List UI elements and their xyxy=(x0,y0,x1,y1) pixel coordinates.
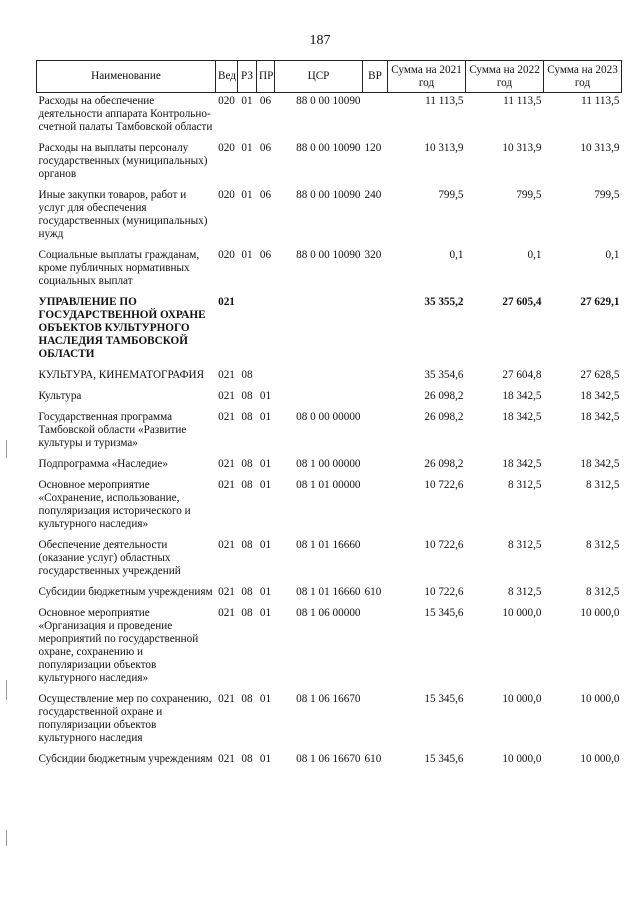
row-vr xyxy=(363,409,388,456)
row-csr: 08 1 01 16660 xyxy=(296,539,361,551)
row-vr: 120 xyxy=(364,142,382,154)
table-row xyxy=(37,247,622,294)
row-sum-2021: 35 355,2 xyxy=(424,296,464,308)
row-sum-2021: 35 354,6 xyxy=(424,369,464,381)
row-vr xyxy=(363,456,388,477)
row-pr: 01 xyxy=(259,753,272,765)
row-csr: 08 1 06 16670 xyxy=(296,753,361,765)
row-csr: 88 0 00 10090 xyxy=(296,189,361,201)
row-ved: 021 xyxy=(218,479,235,491)
row-sum-2022: 18 342,5 xyxy=(502,458,542,470)
table-row xyxy=(37,584,622,605)
row-sum-2023: 27 629,1 xyxy=(580,296,620,308)
row-csr: 88 0 00 10090 xyxy=(296,249,361,261)
row-sum-2022: 10 000,0 xyxy=(502,753,542,765)
row-sum-2023: 799,5 xyxy=(594,189,620,201)
row-sum-2023: 10 000,0 xyxy=(580,607,620,619)
row-rz: 08 xyxy=(241,693,253,705)
row-name: Культура xyxy=(38,390,82,402)
row-ved: 020 xyxy=(218,189,235,201)
row-ved: 021 xyxy=(218,539,235,551)
row-sum-2022: 11 113,5 xyxy=(503,95,542,107)
row-sum-2023: 10 000,0 xyxy=(580,693,620,705)
row-ved: 020 xyxy=(218,249,235,261)
row-ved: 021 xyxy=(218,369,235,381)
row-pr: 01 xyxy=(259,458,272,470)
table-row xyxy=(37,751,622,772)
row-sum-2022: 10 000,0 xyxy=(502,607,542,619)
row-csr: 08 1 06 00000 xyxy=(296,607,361,619)
row-sum-2021: 10 722,6 xyxy=(424,479,464,491)
row-name: Подпрограмма «Наследие» xyxy=(38,458,168,470)
row-vr xyxy=(363,537,388,584)
header-sum-2023: Сумма на 2023 год xyxy=(544,61,622,93)
table-row xyxy=(37,605,622,691)
table-row xyxy=(37,691,622,751)
table-row xyxy=(37,93,622,141)
row-vr xyxy=(363,477,388,537)
header-vr: ВР xyxy=(363,61,388,93)
row-sum-2023: 18 342,5 xyxy=(580,411,620,423)
table-row xyxy=(37,409,622,456)
row-name: Расходы на обеспечение деятельности аппарата Контрольно-счетной палаты Тамбовской области xyxy=(38,95,213,133)
row-sum-2021: 10 722,6 xyxy=(424,586,464,598)
row-sum-2021: 26 098,2 xyxy=(424,411,464,423)
row-rz: 08 xyxy=(241,539,253,551)
header-rz: РЗ xyxy=(238,61,257,93)
row-vr xyxy=(363,367,388,388)
row-pr: 06 xyxy=(259,249,272,261)
row-csr: 08 1 00 00000 xyxy=(296,458,361,470)
row-rz: 08 xyxy=(241,586,253,598)
row-csr: 08 1 06 16670 xyxy=(296,693,361,705)
row-sum-2022: 8 312,5 xyxy=(507,539,542,551)
row-sum-2021: 10 313,9 xyxy=(424,142,464,154)
row-pr: 06 xyxy=(259,95,272,107)
header-sum-2022: Сумма на 2022 год xyxy=(466,61,544,93)
row-pr: 01 xyxy=(259,539,272,551)
row-csr: 08 1 01 00000 xyxy=(296,479,361,491)
row-rz: 08 xyxy=(241,479,253,491)
row-sum-2022: 8 312,5 xyxy=(507,479,542,491)
row-rz: 01 xyxy=(241,142,253,154)
row-sum-2021: 10 722,6 xyxy=(424,539,464,551)
row-name: Субсидии бюджетным учреждениям xyxy=(38,753,213,765)
row-rz: 08 xyxy=(241,390,253,402)
row-sum-2022: 0,1 xyxy=(527,249,542,261)
table-row xyxy=(37,537,622,584)
row-pr: 01 xyxy=(259,607,272,619)
table-row xyxy=(37,140,622,187)
table-row xyxy=(37,367,622,388)
row-csr xyxy=(275,388,363,409)
row-csr: 08 0 00 00000 xyxy=(296,411,361,423)
header-ved: Вед xyxy=(216,61,238,93)
header-pr: ПР xyxy=(257,61,275,93)
row-rz: 08 xyxy=(241,458,253,470)
row-pr: 06 xyxy=(259,189,272,201)
row-sum-2023: 0,1 xyxy=(605,249,620,261)
row-pr: 01 xyxy=(259,586,272,598)
row-rz: 01 xyxy=(241,95,253,107)
scan-margin-mark xyxy=(6,440,7,458)
table-row xyxy=(37,477,622,537)
row-sum-2022: 27 604,8 xyxy=(502,369,542,381)
row-ved: 021 xyxy=(218,607,235,619)
row-pr: 06 xyxy=(259,142,272,154)
row-sum-2022: 27 605,4 xyxy=(502,296,542,308)
row-name: Субсидии бюджетным учреждениям xyxy=(38,586,213,598)
row-csr: 88 0 00 10090 xyxy=(296,142,361,154)
row-vr xyxy=(363,294,388,367)
row-ved: 020 xyxy=(218,142,235,154)
row-name: Расходы на выплаты персоналу государственных (муниципальных) органов xyxy=(38,142,208,180)
row-vr xyxy=(363,388,388,409)
row-rz: 08 xyxy=(241,411,253,423)
row-name: Осуществление мер по сохранению, государственной охране и популяризации объектов культурного наследия xyxy=(38,693,212,744)
row-csr xyxy=(275,367,363,388)
row-vr xyxy=(363,691,388,751)
row-sum-2021: 15 345,6 xyxy=(424,607,464,619)
row-ved: 021 xyxy=(218,296,235,308)
row-name: УПРАВЛЕНИЕ ПО ГОСУДАРСТВЕННОЙ ОХРАНЕ ОБЪЕКТОВ КУЛЬТУРНОГО НАСЛЕДИЯ ТАМБОВСКОЙ ОБЛАСТИ xyxy=(38,296,206,360)
table-row xyxy=(37,388,622,409)
row-sum-2023: 8 312,5 xyxy=(585,479,620,491)
row-vr: 610 xyxy=(364,753,382,765)
scan-margin-mark xyxy=(6,680,7,700)
row-csr xyxy=(275,294,363,367)
row-sum-2023: 10 000,0 xyxy=(580,753,620,765)
row-csr: 08 1 01 16660 xyxy=(296,586,361,598)
row-sum-2021: 26 098,2 xyxy=(424,390,464,402)
row-sum-2023: 11 113,5 xyxy=(581,95,620,107)
row-vr xyxy=(363,93,388,141)
row-name: Иные закупки товаров, работ и услуг для обеспечения государственных (муниципальных) нужд xyxy=(38,189,208,240)
header-sum-2021: Сумма на 2021 год xyxy=(388,61,466,93)
row-sum-2021: 15 345,6 xyxy=(424,693,464,705)
row-name: Основное мероприятие «Организация и проведение мероприятий по государственной охране, сохранению и популяризации объектов культурного наследия» xyxy=(38,607,199,684)
row-ved: 021 xyxy=(218,458,235,470)
row-ved: 021 xyxy=(218,586,235,598)
row-vr xyxy=(363,605,388,691)
budget-table xyxy=(36,60,622,772)
row-rz: 08 xyxy=(241,607,253,619)
row-name: Основное мероприятие «Сохранение, использование, популяризация исторического и культурного наследия» xyxy=(38,479,191,530)
table-row xyxy=(37,187,622,247)
row-sum-2021: 26 098,2 xyxy=(424,458,464,470)
row-ved: 021 xyxy=(218,693,235,705)
row-sum-2023: 18 342,5 xyxy=(580,390,620,402)
row-sum-2023: 8 312,5 xyxy=(585,539,620,551)
row-vr: 610 xyxy=(364,586,382,598)
row-ved: 021 xyxy=(218,390,235,402)
table-row xyxy=(37,294,622,367)
row-sum-2022: 18 342,5 xyxy=(502,390,542,402)
row-pr xyxy=(257,367,275,388)
row-sum-2021: 0,1 xyxy=(449,249,464,261)
row-sum-2022: 10 000,0 xyxy=(502,693,542,705)
row-vr: 320 xyxy=(364,249,382,261)
row-ved: 020 xyxy=(218,95,235,107)
row-name: Государственная программа Тамбовской области «Развитие культуры и туризма» xyxy=(38,411,187,449)
row-rz xyxy=(238,294,257,367)
row-sum-2022: 799,5 xyxy=(516,189,542,201)
row-sum-2023: 18 342,5 xyxy=(580,458,620,470)
row-sum-2023: 10 313,9 xyxy=(580,142,620,154)
header-name: Наименование xyxy=(37,61,216,93)
row-sum-2021: 799,5 xyxy=(438,189,464,201)
row-sum-2021: 11 113,5 xyxy=(425,95,464,107)
row-sum-2021: 15 345,6 xyxy=(424,753,464,765)
row-rz: 08 xyxy=(241,753,253,765)
row-sum-2022: 10 313,9 xyxy=(502,142,542,154)
row-pr: 01 xyxy=(259,693,272,705)
row-rz: 01 xyxy=(241,189,253,201)
row-sum-2022: 8 312,5 xyxy=(507,586,542,598)
row-rz: 08 xyxy=(241,369,253,381)
page-number: 187 xyxy=(309,33,331,48)
row-sum-2023: 8 312,5 xyxy=(585,586,620,598)
header-csr: ЦСР xyxy=(275,61,363,93)
row-vr: 240 xyxy=(364,189,382,201)
table-row xyxy=(37,456,622,477)
row-sum-2023: 27 628,5 xyxy=(580,369,620,381)
row-name: КУЛЬТУРА, КИНЕМАТОГРАФИЯ xyxy=(38,369,205,381)
row-csr: 88 0 00 10090 xyxy=(296,95,361,107)
row-pr: 01 xyxy=(259,411,272,423)
row-name: Социальные выплаты гражданам, кроме публичных нормативных социальных выплат xyxy=(38,249,200,287)
row-rz: 01 xyxy=(241,249,253,261)
row-ved: 021 xyxy=(218,411,235,423)
row-name: Обеспечение деятельности (оказание услуг) областных государственных учреждений xyxy=(38,539,181,577)
row-pr xyxy=(257,294,275,367)
table-header-row xyxy=(37,61,622,93)
row-pr: 01 xyxy=(259,390,272,402)
row-ved: 021 xyxy=(218,753,235,765)
row-pr: 01 xyxy=(259,479,272,491)
scan-margin-mark xyxy=(6,830,7,846)
row-sum-2022: 18 342,5 xyxy=(502,411,542,423)
